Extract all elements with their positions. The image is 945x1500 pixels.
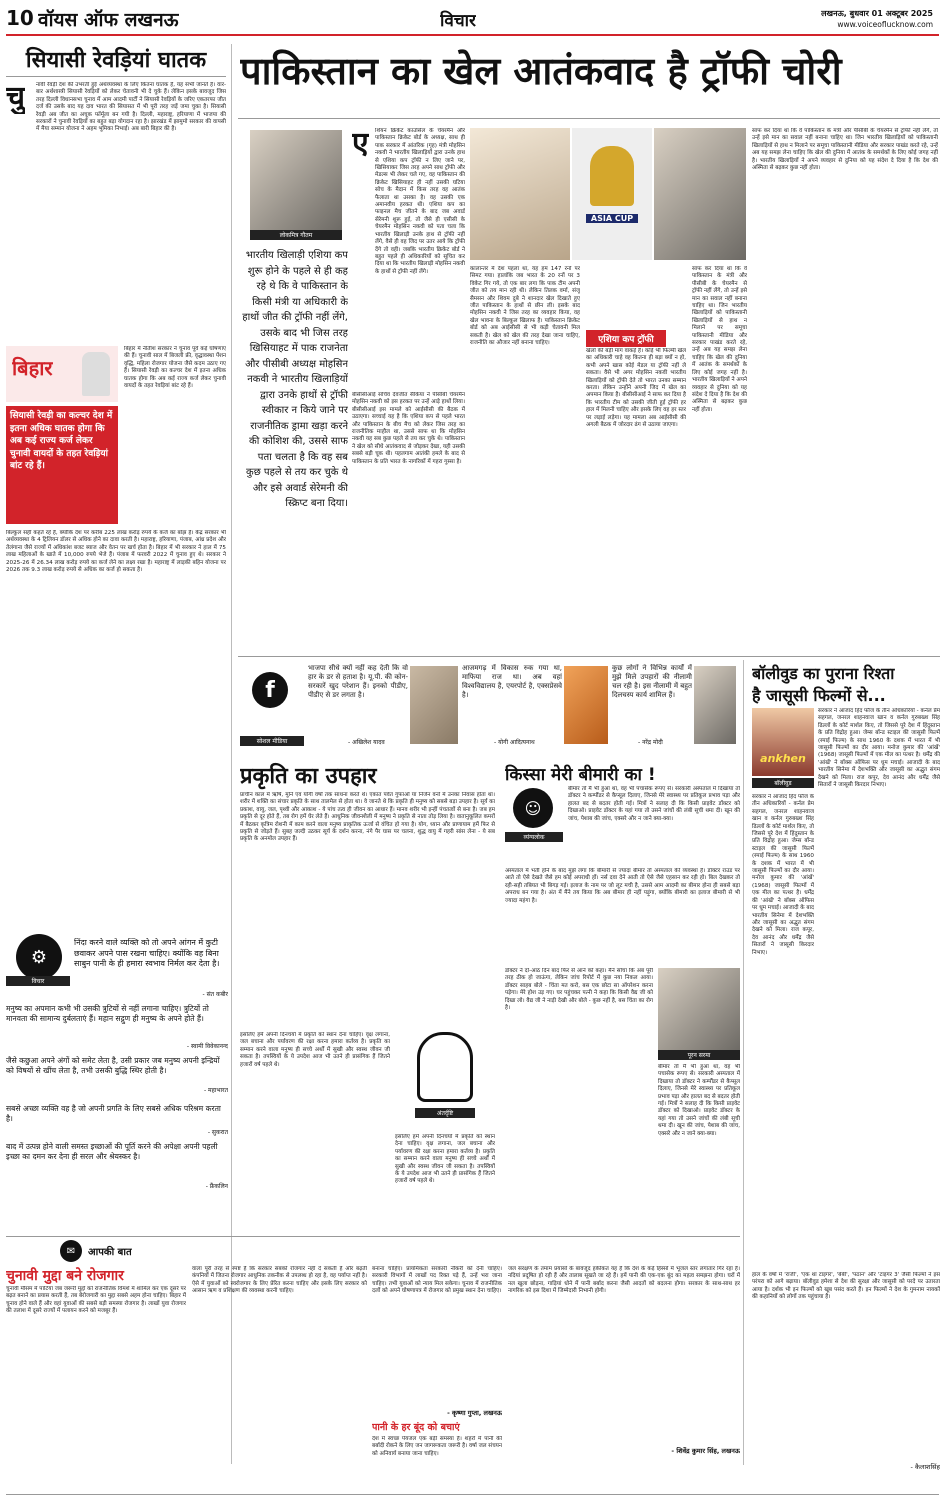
head-gears-icon: ⚙ (16, 934, 62, 980)
water-title: पानी के हर बूंद को बचाएं (372, 1422, 460, 1433)
letters-body-2: वाला पूरी तरह से स्पष्ट है कि सरकार सबको रोजगार नहीं दे सकती है और बढ़ती कंपनियों में जितना रोजगार आधुनिक तकनीक से उपलब्ध हो रहा है, वह पर्याप्त नहीं है। ऐसे में युवाओं को स्वरोजगार के लिए प्रेरित करना चाहिए और इसके लिए सरकार को आसान ऋण व प्रशिक्षण की व्यवस्था करनी चाहिए। (192, 1266, 367, 1295)
dateline: लखनऊ, बुधवार 01 अक्टूबर 2025 (821, 9, 933, 18)
illness-body-3: डॉक्टर ने दो-आठ दिन बाद फिर से आने को कहा। मैंने सोचा कि अब पूरी तरह ठीक हो जाऊंगा, लेकिन जांच रिपोर्ट में कुछ नया निकल आया। डॉक्टर साहब बोले - चिंता मत करो, बस एक छोटा सा ऑपरेशन करना पड़ेगा। मेरे होश उड़ गए। घर पहुंचकर पत्नी ने कहा कि किसी वैद्य जी को दिखा लो। वैद्य जी ने नाड़ी देखी और बोले - कुछ नहीं है, बस चिंता का रोग है। (505, 968, 653, 1012)
asia-cup-label: एशिया कप ट्रॉफी (586, 330, 666, 347)
hand-vote-icon (82, 352, 110, 396)
bihar-label: बिहार (12, 356, 53, 380)
vichar-label: विचार (6, 976, 70, 986)
page-bottom-rule (6, 1494, 939, 1495)
website[interactable]: www.voiceoflucknow.com (837, 20, 933, 29)
chat-bubble-icon: ✉ (60, 1240, 82, 1262)
vichar-section (6, 890, 228, 1210)
bollywood-byline: - कैलाशसिंह (910, 1463, 940, 1471)
antardrishti-graphic (395, 1032, 495, 1130)
trophy-icon (590, 146, 634, 206)
page-header (0, 0, 945, 38)
hamsa-icon (417, 1032, 473, 1102)
antardrishti-label: अंतर्दृष्टि (415, 1108, 475, 1118)
social-quote-3: कुछ लोगों ने विभिन्न कार्यों में मुझे मिले उपहारों की नीलामी चल रही है। इस नीलामी में बहुत दिलचस्प कार्य शामिल हैं। (612, 664, 692, 699)
lead-col-6: साफ कर दिया था कि वे पाकिस्तान के मंत्री और पीसीबी के चेयरमैन से ट्रॉफी नहीं लेंगे, तो उन्हें इसे मान का सवाल नहीं बनाना चाहिए था। जिन भारतीय खिलाड़ियों को पाकिस्तानी खिलाड़ियों से हाथ न मिलाने पर समूचा पाकिस्तानी मीडिया और सरकार पाखंड करते रहे, उन्हें अब यह समझ लेना चाहिए कि खेल की दुनिया में आतंक के समर्थकों के लिए कोई जगह नहीं है। भारतीय खिलाड़ियों ने अपने व्यवहार से दुनिया को यह संदेश दे दिया है कि देश की अस्मिता से बढ़कर कुछ नहीं होता। (752, 128, 938, 172)
bollywood-body: सरकार ने आजाद हिंद फौज के तीन अधिकारियों - कर्नल प्रेम सहगल, जनरल शाहनवाज खान व कर्नल गुरुबख्श सिंह ढिल्लों के कोर्ट मार्शल किए, तो जिससे पूरे देश में हिंदुस्तान के प्रति विद्रोह हुआ। जेम्स बॉन्ड स्टाइल की जासूसी फिल्में (स्पाई फिल्म) के साथ 1960 के दशक में भारत में भी जासूसी फिल्मों का दौर आया। मनोज कुमार की 'आंखें' (1968) जासूसी फिल्मों में एक मील का पत्थर है। धर्मेंद्र की 'आंखें' ने बॉक्स ऑफिस पर धूम मचाई। आजादी के बाद भारतीय सिनेमा में देशभक्ति और जासूसी का अद्भुत संगम देखने को मिला। राज कपूर, देव आनंद और धर्मेंद्र जैसे सितारों ने जासूसी किरदार निभाए। (818, 708, 940, 789)
editorial-body-2: बिहार में नीतीश सरकार ने चुनाव पूर्व कई घोषणाएं की हैं। चुनावी साल में बिजली फ्री, वृद्धावस्था पेंशन वृद्धि, महिला रोजगार योजना जैसे कदम उठाए गए हैं। सियासी रेवड़ी का कल्चर देश में इतना अधिक घातक होगा कि अब कई राज्य कर्ज लेकर चुनावी वायदों के तहत रेवड़ियां बांट रहे हैं। (124, 346, 226, 390)
social-quote-2-by: - योगी आदित्यनाथ (494, 739, 535, 746)
editorial-title: सियासी रेवड़ियां घातक (25, 48, 207, 73)
bollywood-rule (743, 660, 744, 1465)
illness-author: पूरन सरमा (658, 1050, 740, 1060)
social-label: सोशल मीडिया (240, 736, 304, 746)
bollywood-label: बॉलीवुड (752, 778, 814, 788)
page-number: 10 (6, 6, 34, 30)
letters-body-3: बनाना चाहिए। प्रायमिकता सरकारी नौकरी को देनी चाहिए। सरकारी विभागों में लाखों पद रिक्त पड़े हैं, उन्हें भरा जाना चाहिए। तभी युवाओं को न्याय मिल सकेगा। चुनाव में राजनीतिक दलों को अपने घोषणापत्र में रोजगार को प्रमुख स्थान देना चाहिए। (372, 1266, 502, 1295)
author-caption: लोकमित्र गौतम (250, 230, 342, 240)
author-photo (250, 130, 342, 230)
social-quote-1: भाजपा सीधे क्यों नहीं कह देती कि वो हार के डर से हताश है। यू.पी. की कोन-सरकारें खुद परेशान हैं। इनको पीडीए, पीडीए से डर लगता है। (308, 664, 408, 699)
editorial-pullquote: सियासी रेवड़ी का कल्चर देश में इतना अधिक घातक होगा कि अब कई राज्य कर्ज लेकर चुनावी वायदों के तहत रेवड़ियां बांट रहे हैं। (6, 406, 118, 524)
lead-headline-rule (238, 118, 940, 119)
letters-byline-1: - कृष्णा गुप्ता, लखनऊ (447, 1409, 502, 1417)
film-poster (752, 708, 814, 776)
vichar-quote-1: निंदा करने वाले व्यक्ति को तो अपने आंगन में कुटी छवाकर अपने पास रखना चाहिए। क्योंकि वह बिना साबुन पानी के ही हमारा स्वभाव निर्मल कर देता है। (74, 938, 220, 968)
social-quote-1-by: - अखिलेश यादव (348, 739, 385, 746)
vichar-quote-3: जैसे कछुआ अपने अंगों को समेट लेता है, उसी प्रकार जब मनुष्य अपनी इन्द्रियों को विषयों से खींच लेता है, तभी उसकी बुद्धि स्थिर होती है। (6, 1056, 220, 1075)
lead-pullquote: भारतीय खिलाड़ी एशिया कप शुरू होने के पहले से ही कह रहे थे कि वे पाकिस्तान के किसी मंत्री या अधिकारी के हाथों जीत की ट्रॉफी नहीं लेंगे, उसके बाद भी जिस तरह खिसियाहट में पाक राजनेता और पीसीबी अध्यक्ष मोहसिन नकवी ने भारतीय खिलाड़ियों द्वारा उनके हाथों से ट्रॉफी स्वीकार न किये जाने पर राजनीतिक ड्रामा खड़ा करने की कोशिश की, उससे साफ पता चलता है कि वह सब कुछ पहले से तय कर चुके थे और इसे अवार्ड सेरेमनी की स्क्रिप्ट बना दिया। (242, 250, 348, 509)
left-column-rule (231, 44, 232, 1464)
nature-body-3: इसलिए हमें अपनी दिनचर्या में प्रकृति को स्थान देना चाहिए। वृक्ष लगाना, जल बचाना और पर्यावरण की रक्षा करना हमारा कर्तव्य है। प्रकृति का सम्मान करने वाला मनुष्य ही सच्चे अर्थों में सुखी और स्वस्थ जीवन जी सकता है। तपस्वियों के ये उपदेश आज भी उतने ही प्रासंगिक हैं जितने हजारों वर्ष पहले थे। (395, 1134, 495, 1185)
social-strip (238, 662, 738, 750)
vichar-quote-2: मनुष्य का अपमान कभी भी उसकी त्रुटियों से नहीं लगाना चाहिए। त्रुटियों तो मानवता की सामान्य दुर्बलताएं हैं। महान सद्गुण ही मनुष्य के अपने होते हैं। (6, 1004, 209, 1023)
letters-top-rule (6, 1236, 740, 1237)
nakvi-cartoon (470, 128, 570, 260)
players-photo (654, 128, 746, 260)
social-quote-3-by: - नरेंद्र मोदी (638, 739, 663, 746)
bihar-graphic (6, 346, 118, 402)
social-quote-2: आजमगढ़ में विकास रुक गया था, माफिया राज था। अब वहां विश्वविद्यालय है, एयरपोर्ट है, एक्सप्रेसवे है। (462, 664, 562, 699)
vichar-quote-3-by: - महाभारत (203, 1087, 228, 1094)
editorial-body-3: बिल्कुल सही कहते रहे हैं, क्योंकि देश पर करीब 225 लाख करोड़ रुपये के कर्ज का बोझ है। केंद्र सरकार भी अर्थव्यवस्था के 4 ट्रिलियन डॉलर से अधिक होने का दावा करती है। महाराष्ट्र, हरियाणा, पंजाब, आंध्र प्रदेश और तेलंगाना जैसे राज्यों में अधिकांश बजट ब्याज और वेतन पर खर्च होता है। बिहार में भी सरकार ने हाल में 75 लाख महिलाओं के खाते में 10,000 रुपये भेजे हैं। पंजाब में फरवरी 2022 में चुनाव हुए थे। सरकार ने 2025-26 में 26.34 लाख करोड़ रुपये का कर्ज लेने का लक्ष्य रखा है। महाराष्ट्र में लाड़की बहिन योजना पर 2026 तक 9.3 लाख करोड़ रुपये से अधिक का कर्ज हो सकता है। (6, 530, 226, 574)
bollywood-subtitle: है जासूसी फिल्मों से... (752, 686, 886, 705)
lead-headline: पाकिस्तान का खेल आतंकवाद है ट्रॉफी चोरी (240, 49, 842, 93)
social-photo-1 (410, 666, 458, 744)
lead-col-5: साफ कर दिया था कि वे पाकिस्तान के मंत्री और पीसीबी के चेयरमैन से ट्रॉफी नहीं लेंगे, तो उन्हें इसे मान का सवाल नहीं बनाना चाहिए था। जिन भारतीय खिलाड़ियों को पाकिस्तानी खिलाड़ियों से हाथ न मिलाने पर समूचा पाकिस्तानी मीडिया और सरकार पाखंड करते रहे, उन्हें अब यह समझ लेना चाहिए कि खेल की दुनिया में आतंक के समर्थकों के लिए कोई जगह नहीं है। भारतीय खिलाड़ियों ने अपने व्यवहार से दुनिया को यह संदेश दे दिया है कि देश की अस्मिता से बढ़कर कुछ नहीं होता। (692, 266, 747, 413)
illness-title: किस्सा मेरी बीमारी का ! (505, 765, 656, 785)
letters-byline-2: - शिवेंद्र कुमार सिंह, लखनऊ (671, 1447, 740, 1455)
lead-col-1: शियन क्रिकेट काउंसिल के चेयरमैन और पाकिस्तान क्रिकेट बोर्ड के अध्यक्ष, साथ ही पाक सरकार में आंतरिक (गृह) मंत्री मोहसिन नकवी ने भारतीय खिलाड़ियों द्वारा उनके हाथ से एशिया कप ट्रॉफी न लिए जाने पर, खिसियाकर जिस तरह अपने साथ ट्रॉफी और मेडल्स भी लेकर चले गए, वह पाकिस्तान की क्रिकेट खिसियाहट ही नहीं उसकी घटिया सोच के मैदान में किस तरह वह आतंक फैलाता था उसका है। वह उसकी एक अमानवीय हरकत थी। एशिया कप का फाइनल मैच जीतने के बाद जब अवार्ड सेरेमनी शुरू हुई, तो जैसे ही एसीसी के चेयरमैन मोहसिन नकवी को पता चला कि भारतीय खिलाड़ी उनके हाथ से ट्रॉफी नहीं लेंगे, वैसे ही वह जिद पर उतर आये कि ट्रॉफी देंगे तो वही। जबकि भारतीय क्रिकेट बोर्ड ने बहुत पहले ही अधिकारियों को सूचित कर दिया था कि भारतीय खिलाड़ी मोहसिन नकवी के हाथों से ट्रॉफी नहीं लेंगे। (375, 128, 465, 275)
vichar-quote-5-by: - फ्रैंकलिन (205, 1183, 228, 1190)
trophy-image (572, 128, 652, 260)
author-photo-illness (658, 968, 740, 1050)
masthead: वॉयस ऑफ लखनऊ (38, 9, 179, 31)
vichar-quote-5: बाद में उत्पन्न होने वाली समस्त इच्छाओं की पूर्ति करने की अपेक्षा अपनी पहली इच्छा का दमन कर देना ही सरल और श्रेयस्कर है। (6, 1142, 218, 1161)
bollywood-body-left: सरकार ने आजाद हिंद फौज के तीन अधिकारियों - कर्नल प्रेम सहगल, जनरल शाहनवाज खान व कर्नल गुरुबख्श सिंह ढिल्लों के कोर्ट मार्शल किए, तो जिससे पूरे देश में हिंदुस्तान के प्रति विद्रोह हुआ। जेम्स बॉन्ड स्टाइल की जासूसी फिल्में (स्पाई फिल्म) के साथ 1960 के दशक में भारत में भी जासूसी फिल्मों का दौर आया। मनोज कुमार की 'आंखें' (1968) जासूसी फिल्मों में एक मील का पत्थर है। धर्मेंद्र की 'आंखें' ने बॉक्स ऑफिस पर धूम मचाई। आजादी के बाद भारतीय सिनेमा में देशभक्ति और जासूसी का अद्भुत संगम देखने को मिला। राज कपूर, देव आनंद और धर्मेंद्र जैसे सितारों ने जासूसी किरदार निभाए। (752, 794, 814, 956)
section-name: विचार (440, 11, 477, 31)
editorial (6, 44, 226, 944)
vichar-quote-4-by: - सुकरात (207, 1129, 228, 1136)
lecture-icon: ☺ (513, 788, 553, 828)
letters-body-1: चुनावी मौसम में पार्टियां जब जरूरी मुद्दों को राजनीतिक विमर्श में शामिल कर एक दूसरे पर बढ़त बनाने का प्रयास करती हैं, तब बेरोजगारी का मुद्दा सबसे अहम होना चाहिए। बिहार में चुनाव होने वाले हैं और वहां युवाओं की सबसे बड़ी समस्या रोजगार है। लाखों युवा रोजगार की तलाश में दूसरे राज्यों में पलायन करने को मजबूर हैं। (6, 1286, 186, 1315)
editorial-title-rule (6, 76, 226, 77)
illness-body-2: अस्पताल में भर्ती होने के बाद मुझे लगा कि बीमारी से ज्यादा बीमार तो अस्पताल की व्यवस्था है। डॉक्टर राउंड पर आते तो ऐसे देखते जैसे हम कोई अपराधी हों। नर्स दवा देने आती तो ऐसे जैसे एहसान कर रही हो। बिल देखकर तो रही-सही तबियत भी बिगड़ गई। इलाज के नाम पर जो लूट मची है, उससे आम आदमी का बीमार होना ही सबसे बड़ा अपराध बन गया है। अंत में मैंने तय किया कि अब बीमार ही नहीं पड़ूंगा, क्योंकि बीमारी का इलाज बीमारी से भी ज्यादा महंगा है। (505, 868, 740, 904)
social-photo-2 (564, 666, 608, 744)
lead-col-2: बीसीसीआई सचिव देवजीत सैकिया ने पीसीबी चेयरमैन मोहसिन नकवी को इस हरकत पर उन्हें आड़े हाथों लिया। बीसीसीआई इस मामले को आईसीसी की बैठक में उठाएगा। सच्चाई यह है कि एशिया कप से पहले भारत और पाकिस्तान के बीच मैच को लेकर जिस तरह का राजनीतिक माहौल था, उससे साफ था कि मोहसिन नकवी यह सब कुछ पहले से तय कर चुके थे। पाकिस्तान ने खेल को सीधे आतंकवाद से जोड़कर देखा, यही उसकी सबसे बड़ी चूक थी। पहलगाम आतंकी हमले के बाद से पाकिस्तान के प्रति भारत के नागरिकों में गहरा गुस्सा है। (352, 392, 465, 465)
letters-title: चुनावी मुद्दा बने रोजगार (6, 1268, 124, 1284)
water-body: देश में स्वच्छ पेयजल एक बड़ी समस्या है। शहरों में पानी की बर्बादी रोकने के लिए जन जागरूकता जरूरी है। वर्षा जल संचयन को अनिवार्य बनाया जाना चाहिए। (372, 1436, 502, 1457)
letters-header (60, 1240, 220, 1262)
letters-label: आपकी बात (88, 1247, 132, 1258)
nature-body: प्राचीन काल में ऋषि, मुनि एवं योगी वर्षों तक साधना करते थे। एकांत पर्वत गुफाओं या निर्जन वनों में उनका निवास होता था। शरीर में शक्ति का संचार प्रकृति के साथ तालमेल से होता था। वे जानते थे कि प्रकृति ही मनुष्य को सबसे बड़ा उपहार है। सूर्य का प्रकाश, वायु, जल, पृथ्वी और आकाश - ये पांच तत्व ही जीवन का आधार हैं। मानव शरीर भी इन्हीं पंचतत्वों से बना है। जब हम प्रकृति से दूर होते हैं, तब रोग हमें घेर लेते हैं। आधुनिक जीवनशैली में मनुष्य ने प्रकृति से नाता तोड़ लिया है। वातानुकूलित कमरों में बैठकर कृत्रिम रोशनी में काम करने वाला मनुष्य प्राकृतिक ऊर्जा से वंचित हो गया है। योग, ध्यान और प्राणायाम हमें फिर से प्रकृति से जोड़ते हैं। सुबह जल्दी उठकर सूर्य के दर्शन करना, नंगे पैर घास पर चलना, शुद्ध वायु में गहरी सांस लेना - ये सब प्रकृति के अनमोल उपहार हैं। (240, 792, 495, 843)
lead-dropcap: ए (352, 128, 369, 160)
vichar-quote-1-by: - संत कबीर (202, 991, 228, 998)
trophy-label: ASIA CUP (586, 214, 638, 223)
lead-bottom-rule (238, 656, 940, 657)
lead-col-4: खेलों की बड़ी मांग वाकई है। कोई भी फिल्मी खेल का अधिकारी चाहे वह कितना ही बड़ा क्यों न हो, कभी अपने खास कोई मेडल या ट्रॉफी नहीं ले सकता। वैसे भी अगर मोहसिन नकवी भारतीय खिलाड़ियों को ट्रॉफी देते तो भारत उनका सम्मान करता। लेकिन उन्होंने अपनी जिद में खेल का अपमान किया है। बीसीसीआई ने साफ कर दिया है कि भारतीय टीम को उसकी जीती हुई ट्रॉफी हर हाल में मिलनी चाहिए और इसके लिए वह हर स्तर पर लड़ाई लड़ेगा। यह मामला अब आईसीसी की अगली बैठक में जोरदार ढंग से उठाया जाएगा। (586, 348, 686, 429)
illness-label: व्यंग्यलोक (505, 832, 563, 842)
vichar-quote-2-by: - स्वामी विवेकानन्द (186, 1043, 228, 1050)
nature-body-2: इसलिए हमें अपनी दिनचर्या में प्रकृति को स्थान देना चाहिए। वृक्ष लगाना, जल बचाना और पर्यावरण की रक्षा करना हमारा कर्तव्य है। प्रकृति का सम्मान करने वाला मनुष्य ही सच्चे अर्थों में सुखी और स्वस्थ जीवन जी सकता है। तपस्वियों के ये उपदेश आज भी उतने ही प्रासंगिक हैं जितने हजारों वर्ष पहले थे। (240, 1032, 390, 1068)
illness-body-1: बीमार तो मैं भी हुआ था, वह भी पचासेक रूपए से। सरकारी अस्पताल में दिखाया तो डॉक्टर ने कम्पौंडर से कैप्सूल दिलाए, जिनसे मेरे स्वास्थ्य पर प्रतिकूल प्रभाव पड़ा और हालत बद से बदतर होती गई। मित्रों ने सलाह दी कि किसी प्राइवेट डॉक्टर को दिखाओ। प्राइवेट डॉक्टर के यहां गया तो उसने जांचों की लंबी सूची थमा दी। खून की जांच, पेशाब की जांच, एक्सरे और न जाने क्या-क्या। (568, 786, 740, 822)
editorial-body-1: नावी रेवड़ी देश की उभरती हुई अर्थव्यवस्था के लिए कितना घातक है, यह सभी जानते हैं। वार-बार अर्थशास्त्री सियासी रेवड़ियों को लेकर चेतावनी भी दे चुके हैं। लेकिन इसके बावजूद जिस तरह दिल्ली विधानसभा चुनाव में आम आदमी पार्टी ने सियासी रेवड़ियों के जरिए एकतरफा जीत दर्ज की उसके बाद यह दाव भारत की सियासत में भी पूरी तरह जड़ें जमा चुका है। सियासी रेवड़ी अब जीत का अचूक फॉर्मूला बन गयी है। दिल्ली, महाराष्ट्र, हरियाणा में भाजपा की सरकारों ने चुनावी रेवड़ियों का बहुत बड़ा योगदान रहा है। झारखंड में झामुमो सरकार की वापसी में मैया सम्मान योजना ने अहम भूमिका निभाई। अब बारी बिहार की है। (36, 82, 226, 133)
bollywood-body-2: हाल के वर्षों में 'राजी', 'एक था टाइगर', 'बेबी', 'पठान' और 'टाइगर 3' जैसी फिल्मों ने इस परंपरा को आगे बढ़ाया। बॉलीवुड हमेशा से देश की सुरक्षा और जासूसी को परदे पर उतारता आया है। दर्शक भी इन फिल्मों को खूब पसंद करते हैं। इन फिल्मों ने देश के गुमनाम नायकों की कहानियों को लोगों तक पहुंचाया है। (752, 1272, 940, 1301)
facebook-icon: f (252, 672, 288, 708)
header-rule (6, 34, 939, 36)
lead-col-3: कालान्तर में देश पहला था, यह हम 147 रनों पर सिमट गया। हालांकि जब भारत के 20 रनों पर 3 विकेट गिर गये, तो एक बार लगा कि पाक टीम अपनी जीत को तय मान रही थी। लेकिन तिलक वर्मा, संजू सैमसन और शिवम दुबे ने शानदार खेल दिखाते हुए जीत पाकिस्तान के हाथों से छीन ली। इसके बाद मोहसिन नकवी ने जिस तरह का व्यवहार किया, वह खेल भावना के बिल्कुल खिलाफ है। पाकिस्तान क्रिकेट बोर्ड को अब आईसीसी से भी कड़ी चेतावनी मिल सकती है। खेल को खेल की तरह देखा जाना चाहिए, राजनीति का औजार नहीं बनाना चाहिए। (470, 266, 580, 347)
social-photo-3 (694, 666, 736, 744)
letters-body-4: जल संरक्षण के तमाम प्रयासों के बावजूद हकीकत यह है कि देश के कई हिस्सों में भूजल स्तर लगातार गिर रहा है। नदियां प्रदूषित हो रही हैं और तालाब सूखते जा रहे हैं। हमें पानी की एक-एक बूंद का महत्व समझना होगा। घरों में नल खुला छोड़ना, गाड़ियां धोने में पानी बर्बाद करना जैसी आदतों को बदलना होगा। सरकार के साथ-साथ हर नागरिक को इस दिशा में जिम्मेदारी निभानी होगी। (508, 1266, 740, 1295)
illness-graphic (505, 786, 563, 846)
bollywood-title: बॉलीवुड का पुराना रिश्ता (752, 664, 895, 683)
film-title: ankhen (760, 752, 806, 765)
illness-body-4: बीमार तो मैं भी हुआ था, वह भी पचासेक रूपए से। सरकारी अस्पताल में दिखाया तो डॉक्टर ने कम्पौंडर से कैप्सूल दिलाए, जिनसे मेरे स्वास्थ्य पर प्रतिकूल प्रभाव पड़ा और हालत बद से बदतर होती गई। मित्रों ने सलाह दी कि किसी प्राइवेट डॉक्टर को दिखाओ। प्राइवेट डॉक्टर के यहां गया तो उसने जांचों की लंबी सूची थमा दी। खून की जांच, पेशाब की जांच, एक्सरे और न जाने क्या-क्या। (658, 1064, 740, 1137)
nature-title: प्रकृति का उपहार (240, 764, 377, 789)
editorial-dropcap: चु (6, 82, 26, 114)
vichar-quote-4: सबसे अच्छा व्यक्ति वह है जो अपनी प्रगति के लिए सबसे अधिक परिश्रम करता है। (6, 1104, 221, 1123)
